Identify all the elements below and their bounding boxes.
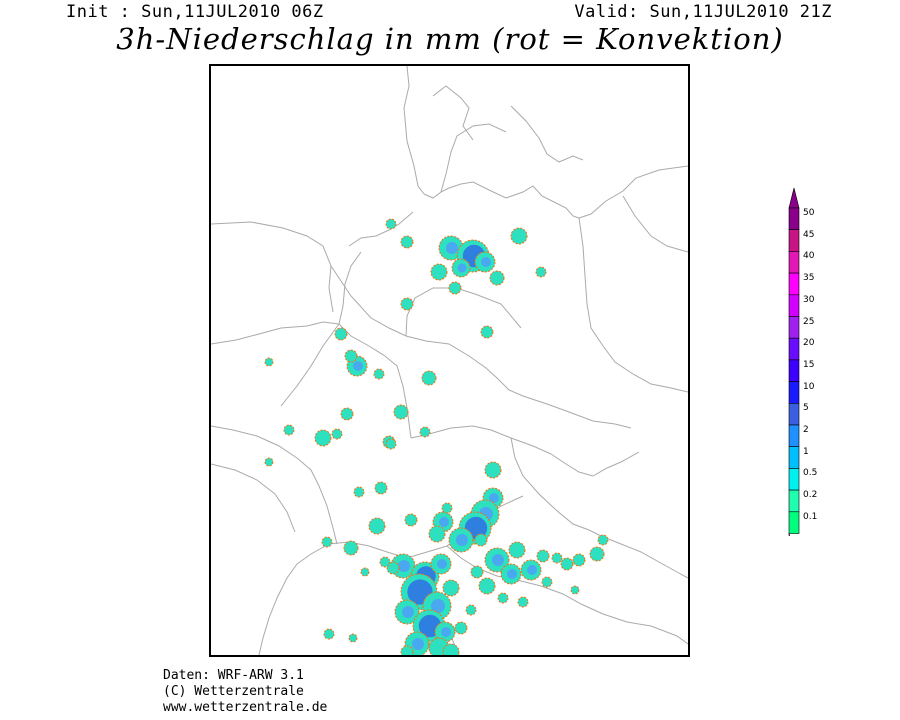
legend-swatch bbox=[789, 295, 799, 317]
legend-swatch bbox=[789, 512, 799, 534]
border-line bbox=[406, 288, 521, 336]
precip-cell bbox=[552, 553, 562, 563]
precip-cell bbox=[354, 487, 364, 497]
precip-cell bbox=[265, 358, 273, 366]
legend-tip-top bbox=[789, 188, 799, 208]
footer-copyright: (C) Wetterzentrale bbox=[163, 684, 304, 699]
precip-cell bbox=[386, 439, 396, 449]
precip-cell bbox=[573, 554, 585, 566]
legend-swatch bbox=[789, 382, 799, 404]
border-line bbox=[211, 464, 295, 532]
legend-label: 5 bbox=[803, 403, 809, 414]
precipitation-legend bbox=[780, 186, 860, 536]
precip-cell bbox=[349, 634, 357, 642]
precip-cell bbox=[479, 578, 495, 594]
legend-swatch bbox=[789, 251, 799, 273]
border-line bbox=[259, 564, 297, 655]
precip-cell bbox=[498, 593, 508, 603]
precip-cell bbox=[284, 425, 294, 435]
precip-cell bbox=[422, 371, 436, 385]
precip-cell bbox=[449, 282, 461, 294]
precip-cell bbox=[442, 503, 452, 513]
border-line bbox=[331, 266, 406, 336]
precip-cell bbox=[466, 605, 476, 615]
legend-swatch bbox=[789, 360, 799, 382]
footer-credits bbox=[163, 668, 327, 716]
precip-core bbox=[437, 559, 447, 569]
legend-label: 0.1 bbox=[803, 511, 818, 522]
border-line bbox=[339, 252, 361, 324]
border-line bbox=[424, 182, 579, 218]
legend-swatch bbox=[789, 338, 799, 360]
legend-label: 45 bbox=[803, 229, 815, 240]
legend-swatch bbox=[789, 230, 799, 252]
precip-cell bbox=[265, 458, 273, 466]
legend-swatch bbox=[789, 425, 799, 447]
precip-cell bbox=[401, 298, 413, 310]
precip-core bbox=[398, 560, 410, 572]
legend-label: 10 bbox=[803, 381, 815, 392]
legend-swatch bbox=[789, 208, 799, 230]
border-line bbox=[579, 218, 688, 392]
legend-tail bbox=[789, 534, 792, 537]
precip-cell bbox=[315, 430, 331, 446]
legend-swatch bbox=[789, 447, 799, 469]
precip-cell bbox=[561, 558, 573, 570]
border-line bbox=[406, 336, 631, 428]
precip-cell bbox=[536, 267, 546, 277]
legend-label: 0.5 bbox=[803, 468, 818, 479]
precip-cell bbox=[386, 219, 396, 229]
init-time: Init : Sun,11JUL2010 06Z bbox=[66, 2, 324, 22]
border-line bbox=[623, 196, 688, 252]
precipitation-cells bbox=[265, 219, 608, 655]
precip-cell bbox=[369, 518, 385, 534]
precip-cell bbox=[485, 462, 501, 478]
border-line bbox=[211, 222, 333, 312]
border-line bbox=[281, 324, 339, 406]
footer-website: www.wetterzentrale.de bbox=[163, 700, 328, 715]
precip-cell bbox=[361, 568, 369, 576]
precip-cell bbox=[394, 405, 408, 419]
legend-label: 2 bbox=[803, 425, 809, 435]
precip-cell bbox=[344, 541, 358, 555]
precip-cell bbox=[345, 350, 357, 362]
map-title: 3h-Niederschlag in mm (rot = Konvektion) bbox=[116, 22, 784, 56]
border-line bbox=[411, 426, 551, 454]
precip-core bbox=[402, 606, 414, 618]
precip-core bbox=[446, 242, 458, 254]
legend-label: 20 bbox=[803, 338, 815, 349]
precip-cell bbox=[475, 534, 487, 546]
precip-cell bbox=[332, 429, 342, 439]
precip-core bbox=[458, 264, 467, 273]
border-line bbox=[211, 322, 339, 344]
precip-cell bbox=[324, 629, 334, 639]
precip-core bbox=[527, 565, 537, 575]
precip-core bbox=[507, 569, 517, 579]
precip-cell bbox=[598, 535, 608, 545]
precip-cell bbox=[401, 646, 413, 655]
precip-cell bbox=[375, 482, 387, 494]
precip-core bbox=[481, 257, 491, 267]
precip-cell bbox=[341, 408, 353, 420]
precip-cell bbox=[374, 369, 384, 379]
footer-data-source: Daten: WRF-ARW 3.1 bbox=[163, 668, 304, 683]
precip-cell bbox=[405, 514, 417, 526]
precip-cell bbox=[481, 326, 493, 338]
precip-cell bbox=[471, 566, 483, 578]
precip-core bbox=[412, 638, 424, 650]
border-line bbox=[511, 438, 601, 536]
legend-swatch bbox=[789, 317, 799, 339]
precip-cell bbox=[322, 537, 332, 547]
border-line bbox=[579, 166, 688, 218]
precip-cell bbox=[542, 577, 552, 587]
precip-core bbox=[456, 534, 468, 546]
border-line bbox=[551, 452, 639, 476]
precip-cell bbox=[490, 271, 504, 285]
precip-cell bbox=[380, 557, 390, 567]
precip-core bbox=[439, 517, 449, 527]
precip-cell bbox=[443, 580, 459, 596]
precip-cell bbox=[429, 526, 445, 542]
legend-swatch bbox=[789, 273, 799, 295]
precip-cell bbox=[590, 547, 604, 561]
precip-cell bbox=[518, 597, 528, 607]
legend-label: 1 bbox=[803, 446, 809, 457]
precip-cell bbox=[455, 622, 467, 634]
legend-swatch bbox=[789, 490, 799, 512]
legend-label: 0.2 bbox=[803, 490, 818, 501]
precip-cell bbox=[511, 228, 527, 244]
legend-swatch bbox=[789, 468, 799, 490]
precipitation-map bbox=[209, 64, 690, 657]
precip-core bbox=[492, 554, 504, 566]
border-line bbox=[601, 536, 688, 578]
precip-cell bbox=[443, 644, 459, 655]
precip-cell bbox=[431, 264, 447, 280]
legend-label: 15 bbox=[803, 359, 815, 370]
legend-label: 50 bbox=[803, 208, 815, 218]
legend-swatch bbox=[789, 403, 799, 425]
map-canvas bbox=[211, 66, 688, 655]
legend-label: 35 bbox=[803, 273, 815, 284]
legend-label: 30 bbox=[803, 294, 815, 305]
precip-cell bbox=[401, 236, 413, 248]
precip-cell bbox=[509, 542, 525, 558]
legend-label: 25 bbox=[803, 316, 815, 327]
legend-label: 40 bbox=[803, 251, 815, 262]
valid-time: Valid: Sun,11JUL2010 21Z bbox=[574, 2, 832, 22]
border-line bbox=[433, 86, 473, 140]
precip-cell bbox=[571, 586, 579, 594]
precip-cell bbox=[420, 427, 430, 437]
border-line bbox=[404, 66, 424, 194]
border-line bbox=[511, 106, 583, 162]
legend-colorbar bbox=[780, 186, 804, 536]
precip-cell bbox=[537, 550, 549, 562]
precip-core bbox=[353, 361, 363, 371]
precip-core bbox=[441, 627, 451, 637]
border-line bbox=[339, 324, 411, 438]
precip-cell bbox=[335, 328, 347, 340]
